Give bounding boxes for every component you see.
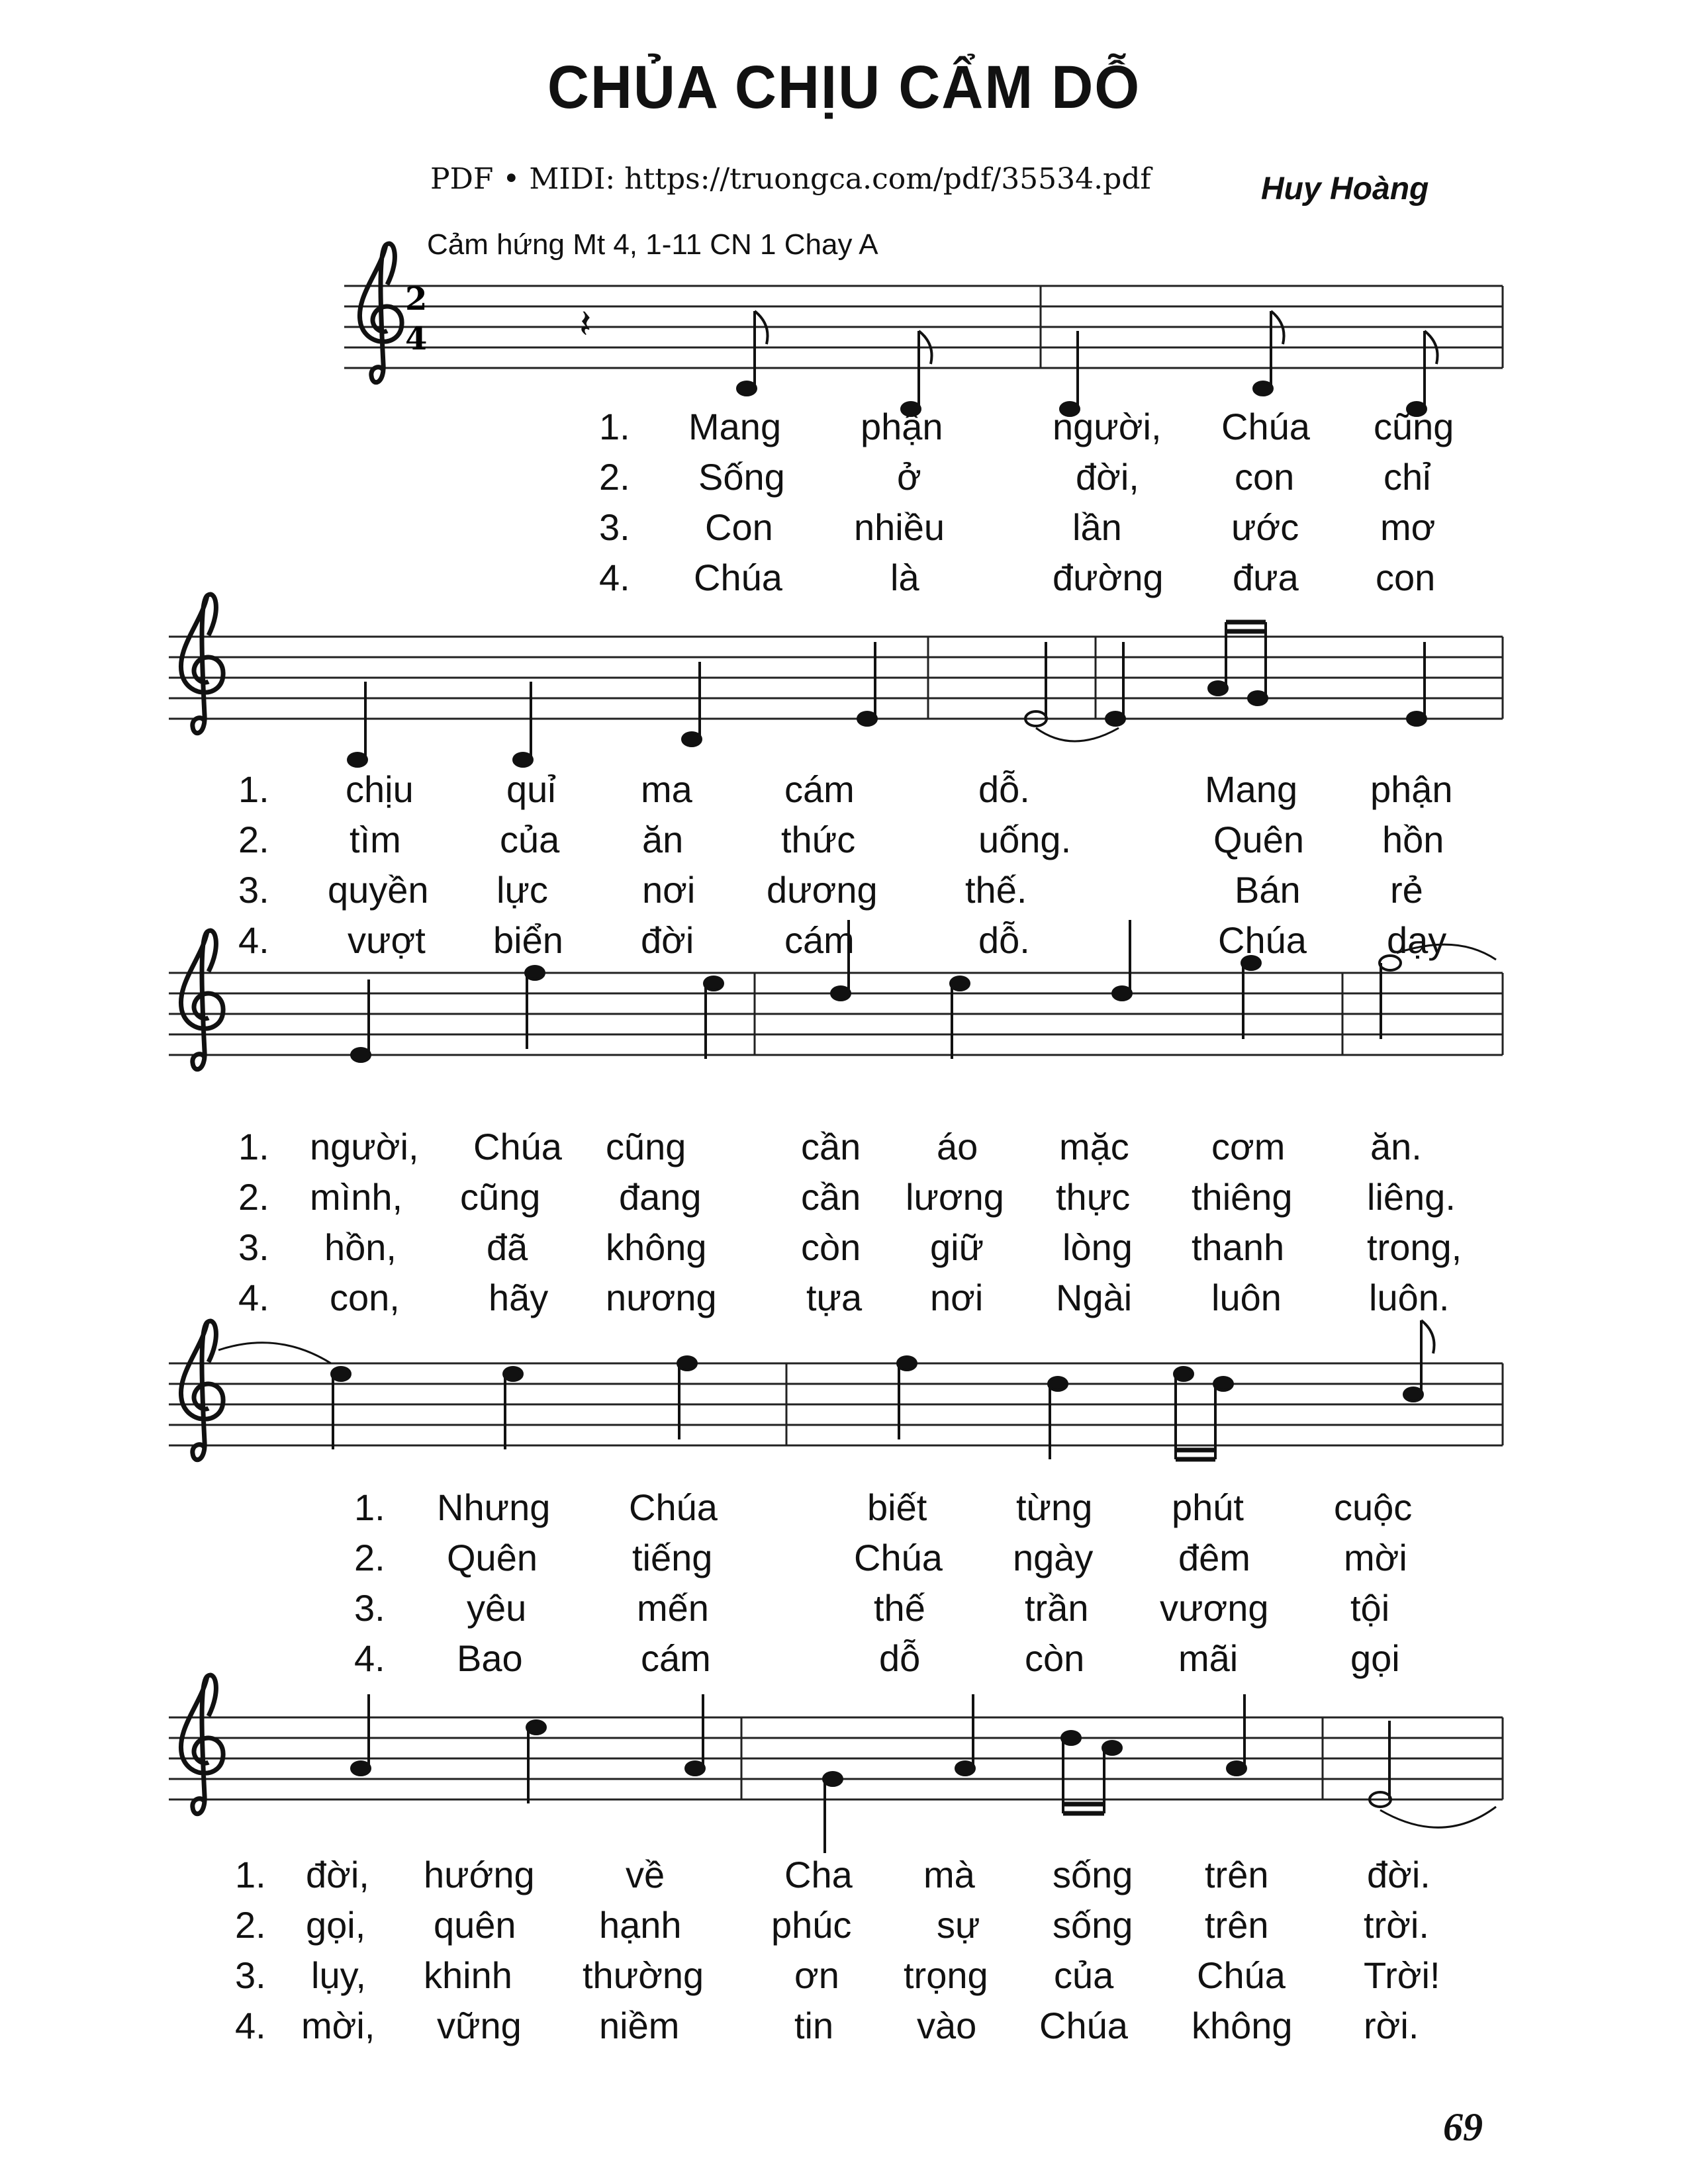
lyric-word: phận [1370,768,1453,810]
lyric-word: cám [784,768,855,810]
lyric-word: về [626,1854,665,1895]
lyric-word: trần [1025,1587,1089,1629]
lyric-word: cuộc [1334,1486,1413,1528]
lyric-word: con [1376,557,1436,598]
lyric-word: niềm [599,2005,680,2046]
lyric-word: Chúa [1218,919,1307,961]
lyric-word: áo [937,1126,978,1167]
verse-number: 4. [238,919,269,961]
lyric-word: đời, [306,1854,369,1895]
lyric-word: đời [641,919,694,961]
lyric-word: ơn [794,1954,839,1996]
lyric-word: thế. [965,869,1027,911]
lyric-word: hạnh [599,1904,682,1946]
verse-number: 3. [354,1587,385,1629]
lyric-word: từng [1016,1486,1093,1528]
lyric-word: cần [801,1126,861,1167]
lyric-word: con, [330,1277,400,1318]
lyric-word: tin [794,2005,834,2046]
verse-number: 3. [238,1226,269,1268]
lyric-word: mà [923,1854,975,1895]
verse-number: 2. [238,819,269,860]
lyric-word: thức [781,819,856,860]
lyric-word: uống. [978,819,1072,860]
lyric-word: người, [310,1126,419,1167]
lyric-word: cám [641,1637,711,1679]
lyric-word: là [890,557,919,598]
lyric-word: ở [897,456,921,498]
lyric-word: đêm [1178,1537,1250,1578]
lyric-word: tiếng [632,1537,713,1578]
verse-number: 4. [599,557,630,598]
lyric-word: hồn [1382,819,1444,860]
lyric-word: cám [784,919,855,961]
lyric-word: mãi [1178,1637,1239,1679]
lyric-word: Ngài [1056,1277,1133,1318]
lyric-word: trọng [904,1954,988,1996]
lyric-word: phút [1172,1486,1244,1528]
lyric-word: vương [1160,1587,1269,1629]
verse-number: 2. [599,456,630,498]
lyric-word: vào [917,2005,977,2046]
lyric-word: mơ [1380,506,1436,548]
lyric-word: thanh [1192,1226,1285,1268]
lyric-word: Quên [447,1537,538,1578]
lyric-word: không [1192,2005,1293,2046]
lyric-word: trời. [1364,1904,1429,1946]
lyric-word: tìm [350,819,401,860]
lyric-word: Chúa [473,1126,562,1167]
lyric-word: Mang [1205,768,1298,810]
svg-text:𝄽: 𝄽 [579,301,592,347]
lyric-word: quyền [328,869,429,911]
lyric-word: Nhưng [437,1486,551,1528]
verse-number: 1. [235,1854,266,1895]
lyric-word: ngày [1013,1537,1094,1578]
verse-number: 2. [354,1537,385,1578]
lyric-word: dỗ [879,1637,921,1679]
lyric-word: khinh [424,1954,512,1996]
lyric-word: cũng [1374,406,1454,447]
lyric-word: Quên [1213,819,1304,860]
lyric-word: Chúa [629,1486,718,1528]
lyric-word: Con [705,506,773,548]
lyric-word: yêu [467,1587,527,1629]
lyric-word: quên [434,1904,516,1946]
lyric-word: trên [1205,1904,1269,1946]
lyric-word: nương [606,1277,717,1318]
lyric-word: dỗ. [978,919,1030,961]
lyric-word: Bao [457,1637,523,1679]
lyric-word: nơi [930,1277,984,1318]
lyric-word: thiêng [1192,1176,1293,1218]
staff-system-4 [169,1363,1503,1445]
lyric-word: thực [1056,1176,1131,1218]
lyric-word: Mang [688,406,782,447]
lyric-word: của [500,819,560,860]
lyric-word: lực [496,869,548,911]
lyric-word: mời [1344,1537,1407,1578]
lyric-word: lần [1072,506,1122,548]
scripture-reference: Cảm hứng Mt 4, 1-11 CN 1 Chay A [427,228,878,261]
lyric-word: vững [437,2005,522,2046]
lyric-word: không [606,1226,707,1268]
verse-number: 4. [235,2005,266,2046]
lyric-word: luôn [1211,1277,1282,1318]
staff-system-1 [344,286,1503,368]
lyric-word: lương [906,1176,1004,1218]
lyric-word: sống [1053,1854,1133,1895]
lyric-word: Chúa [1039,2005,1128,2046]
lyric-word: trong, [1367,1226,1462,1268]
lyric-word: Trời! [1364,1954,1440,1996]
lyric-word: trên [1205,1854,1269,1895]
lyric-word: ăn. [1370,1126,1422,1167]
lyric-word: mình, [310,1176,403,1218]
lyric-word: ăn [642,819,684,860]
lyric-word: người, [1053,406,1162,447]
lyric-word: Chúa [1221,406,1310,447]
lyric-word: của [1054,1954,1114,1996]
verse-number: 4. [354,1637,385,1679]
lyric-word: ước [1231,506,1299,548]
lyric-word: cần [801,1176,861,1218]
verse-number: 2. [235,1904,266,1946]
lyric-word: vượt [348,919,426,961]
lyric-word: chỉ [1383,456,1431,498]
verse-number: 4. [238,1277,269,1318]
time-signature-bottom: 4 [405,320,428,357]
lyric-word: con [1235,456,1295,498]
lyric-word: thường [583,1954,704,1996]
lyric-word: Chúa [1197,1954,1286,1996]
lyric-word: phận [861,406,943,447]
lyric-word: tội [1350,1587,1390,1629]
lyric-word: gọi, [306,1904,366,1946]
lyric-word: luôn. [1369,1277,1450,1318]
time-signature-top: 2 [405,281,428,318]
lyric-word: biển [493,919,563,961]
lyric-word: nơi [642,869,696,911]
source-link[interactable]: PDF • MIDI: https://truongca.com/pdf/35534.pdf [430,162,1151,196]
lyric-word: giữ [930,1226,984,1268]
verse-number: 3. [238,869,269,911]
lyric-word: thế [874,1587,925,1629]
composer-name: Huy Hoàng [1261,171,1429,206]
lyric-word: mời, [301,2005,375,2046]
lyric-word: ma [641,768,692,810]
lyric-word: cơm [1211,1126,1286,1167]
lyric-word: cũng [606,1126,686,1167]
lyric-word: liêng. [1367,1176,1456,1218]
verse-number: 1. [354,1486,385,1528]
lyric-word: rẻ [1390,869,1423,911]
lyric-word: Cha [784,1854,853,1895]
lyric-word: Chúa [854,1537,943,1578]
lyric-word: đời, [1076,456,1139,498]
lyric-word: tựa [806,1277,863,1318]
lyric-word: nhiều [854,506,945,548]
verse-number: 1. [599,406,630,447]
page-number: 69 [1443,2105,1483,2149]
lyric-word: đường [1053,557,1164,598]
lyric-word: Bán [1235,869,1301,911]
lyric-word: Chúa [694,557,782,598]
lyric-word: Sống [698,456,785,498]
lyric-word: sự [937,1904,980,1946]
lyric-word: cũng [460,1176,541,1218]
staff-system-2 [169,637,1503,719]
lyric-word: lòng [1062,1226,1133,1268]
song-title: CHỦA CHỊU CẨM DỖ [547,54,1141,121]
verse-number: 2. [238,1176,269,1218]
lyric-word: dương [767,869,878,911]
lyric-word: còn [1025,1637,1085,1679]
lyric-word: đưa [1233,557,1299,598]
lyric-word: sống [1053,1904,1133,1946]
lyric-word: còn [801,1226,861,1268]
lyric-word: dỗ. [978,768,1030,810]
lyric-word: hồn, [324,1226,397,1268]
verse-number: 3. [235,1954,266,1996]
lyric-word: mặc [1059,1126,1129,1167]
lyric-word: đã [487,1226,528,1268]
lyric-word: hãy [489,1277,549,1318]
lyric-word: mến [637,1587,709,1629]
lyric-word: lụy, [311,1954,366,1996]
lyric-word: rời. [1364,2005,1419,2046]
verse-number: 3. [599,506,630,548]
lyric-word: biết [867,1486,927,1528]
lyric-word: quỉ [506,768,556,810]
verse-number: 1. [238,768,269,810]
lyric-word: đang [619,1176,702,1218]
lyric-word: hướng [424,1854,535,1895]
lyric-word: đời. [1367,1854,1430,1895]
lyric-word: chịu [346,768,414,810]
verse-number: 1. [238,1126,269,1167]
lyric-word: gọi [1350,1637,1400,1679]
lyric-word: phúc [771,1904,852,1946]
lyric-word: dạy [1387,919,1447,961]
